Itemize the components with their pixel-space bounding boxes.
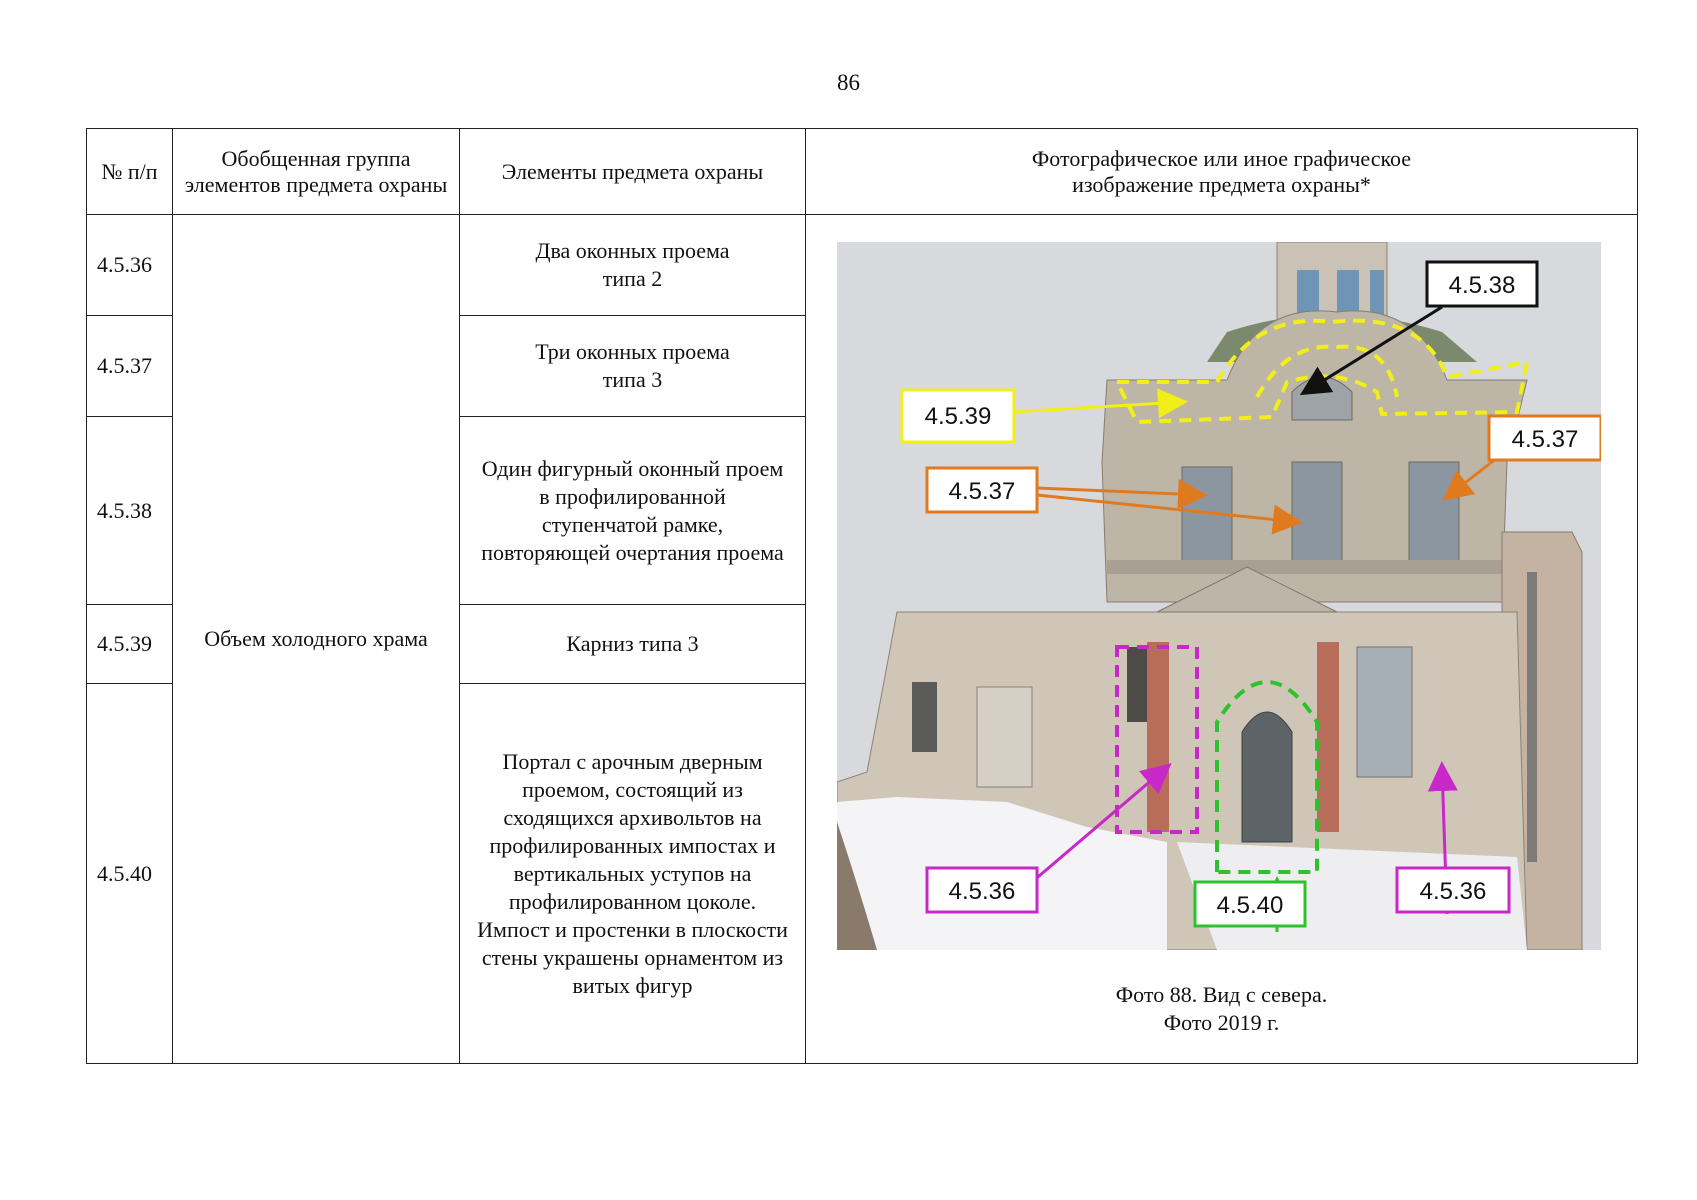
header-group: Обобщенная группа элементов предмета охраны — [173, 129, 460, 215]
label-4536-left — [927, 868, 1037, 912]
table-row — [87, 215, 1638, 316]
label-4537-right-text: 4.5.37 — [1511, 426, 1579, 453]
caption-line-1: Фото 88. Вид с севера. — [1115, 982, 1328, 1007]
portal-column — [1317, 642, 1339, 832]
page-number: 86 — [837, 70, 860, 95]
label-4538-text: 4.5.38 — [1448, 272, 1516, 299]
label-4537-right — [1489, 416, 1601, 460]
window — [1182, 467, 1232, 567]
label-4540-text: 4.5.40 — [1216, 892, 1284, 919]
image-cell — [806, 215, 1638, 1064]
cornice-band — [1107, 560, 1502, 574]
label-4539-text: 4.5.39 — [924, 403, 992, 430]
row-number: 4.5.36 — [87, 215, 173, 316]
label-4536-right-text: 4.5.36 — [1419, 878, 1487, 905]
annotated-photo — [837, 242, 1601, 950]
row-number: 4.5.37 — [87, 316, 173, 417]
header-num: № п/п — [87, 129, 173, 215]
side-window — [977, 687, 1032, 787]
label-4537-left — [927, 468, 1037, 512]
table-header-row — [87, 129, 1638, 215]
row-number: 4.5.40 — [87, 684, 173, 1064]
drainpipe — [1527, 572, 1537, 862]
label-4540 — [1195, 882, 1305, 926]
row-number: 4.5.39 — [87, 605, 173, 684]
label-4538 — [1427, 262, 1537, 306]
window — [1409, 462, 1459, 567]
label-4536-left-text: 4.5.36 — [948, 878, 1016, 905]
group-cell: Объем холодного храма — [173, 215, 460, 1064]
door — [1242, 712, 1292, 842]
element-cell: Один фигурный оконный проем в профилированной ступенчатой рамке, повторяющей очертания проема — [460, 417, 806, 605]
right-window — [1357, 647, 1412, 777]
element-cell: Три оконных проема типа 3 — [460, 316, 806, 417]
photo-caption — [806, 981, 1637, 1037]
window — [1292, 462, 1342, 567]
element-cell: Карниз типа 3 — [460, 605, 806, 684]
label-4536-right — [1397, 868, 1509, 912]
protection-table — [86, 128, 1638, 1064]
header-elements: Элементы предмета охраны — [460, 129, 806, 215]
portal-column — [1147, 642, 1169, 832]
label-4537-left-text: 4.5.37 — [948, 478, 1016, 505]
element-cell: Два оконных проема типа 2 — [460, 215, 806, 316]
label-4539 — [902, 390, 1014, 442]
side-window — [912, 682, 937, 752]
row-number: 4.5.38 — [87, 417, 173, 605]
caption-line-2: Фото 2019 г. — [1163, 1010, 1280, 1035]
element-cell: Портал с арочным дверным проемом, состоящий из сходящихся архивольтов на профилированных импостах и вертикальных уступов на профилированном цоколе. Импост и простенки в плоскости стены украшены орнаментом из витых фигур — [460, 684, 806, 1064]
church-photo — [837, 242, 1601, 950]
header-image: Фотографическое или иное графическое изображение предмета охраны* — [806, 129, 1638, 215]
